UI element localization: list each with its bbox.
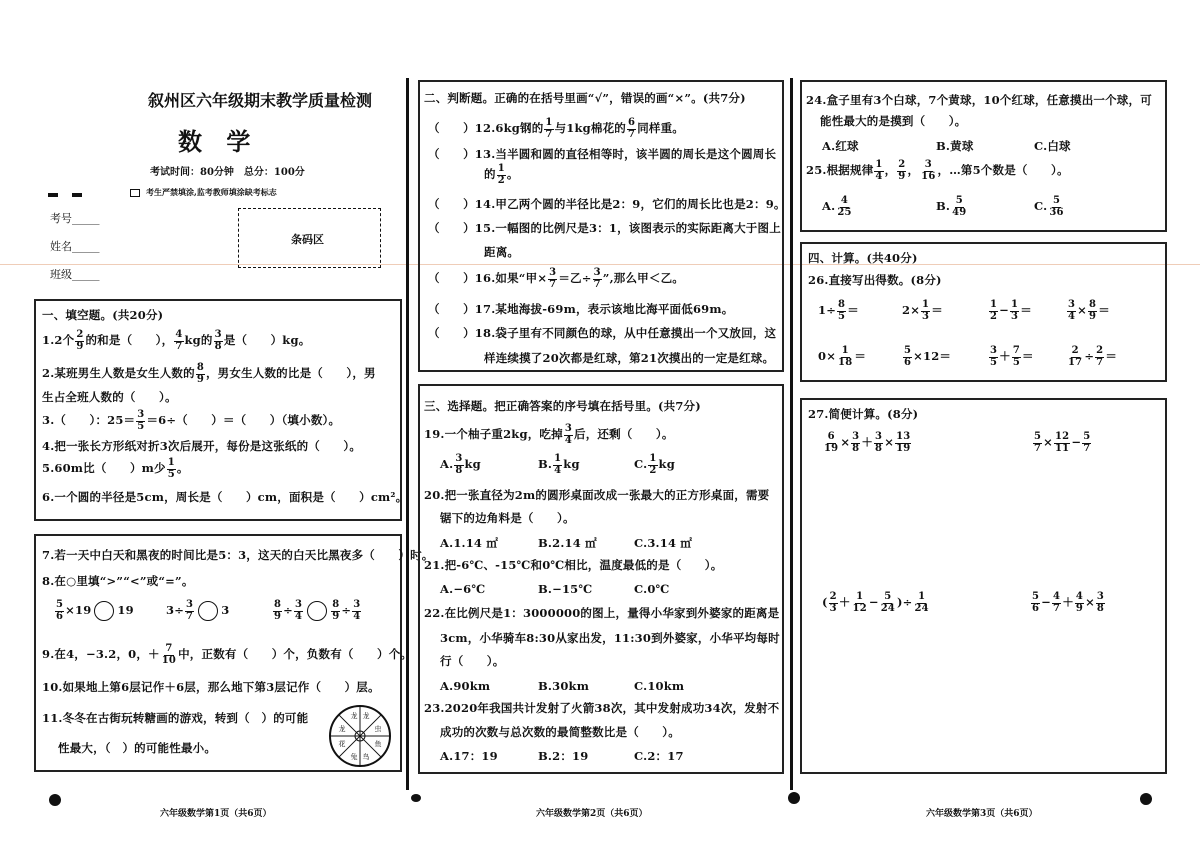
question-18-cont: 样连续摸了20次都是红球，第21次摸出的一定是红球。 <box>484 351 775 365</box>
question-8-compare-c: $\frac{8}{9}$ ÷ $\frac{3}{4}$ $\frac{8}{9}$ ÷ $\frac{3}{4}$ <box>274 599 361 622</box>
question-8-compare-a: $\frac{5}{6}$ ×19 19 <box>56 599 134 622</box>
question-20: 20.把一张直径为2m的圆形桌面改成一张最大的正方形桌面，需要 <box>424 488 770 502</box>
q21-option-a[interactable]: A.−6℃ <box>440 582 486 596</box>
q23-option-a[interactable]: A.17：19 <box>440 749 498 763</box>
question-2: 2.某班男生人数是女生人数的 $\frac{8}{9}$ ，男女生人数的比是（ ），男 <box>42 362 376 385</box>
wheel-label: 龙 <box>362 712 370 720</box>
q24-option-c[interactable]: C.白球 <box>1034 139 1071 153</box>
question-24-cont: 能性最大的是摸到（ ）。 <box>820 114 967 128</box>
question-9: 9.在4，−3.2，0，＋ $\frac{7}{10}$ 中，正数有（ ）个，负数有（ ）个。 <box>42 643 413 666</box>
question-5: 5.60m比（ ）m少 $\frac{1}{5}$ 。 <box>42 457 189 480</box>
column-divider-1 <box>406 78 409 790</box>
question-21: 21.把-6℃、-15℃和0℃相比，温度最低的是（ ）。 <box>424 558 723 572</box>
q24-option-a[interactable]: A.红球 <box>822 139 859 153</box>
question-20-cont: 锯下的边角料是（ ）。 <box>440 511 575 525</box>
section4-box-b <box>800 398 1167 774</box>
exam-title: 叙州区六年级期末教学质量检测 <box>148 91 373 110</box>
question-10: 10.如果地上第6层记作＋6层，那么地下第3层记作（ ）层。 <box>42 680 380 694</box>
question-11: 11.冬冬在古街玩转糖画的游戏，转到（ ）的可能 <box>42 711 309 725</box>
q25-option-b[interactable]: B. $\frac{5}{49}$ <box>936 195 967 218</box>
registration-dot <box>1140 793 1152 805</box>
name-field[interactable]: 姓名_____ <box>50 240 100 253</box>
q22-option-a[interactable]: A.90km <box>440 679 491 693</box>
simplify-4: $\frac{5}{6}$ − $\frac{4}{7}$ ＋ $\frac{4}{9}$ × $\frac{3}{8}$ <box>1032 591 1105 614</box>
wheel-label: 虫 <box>374 725 382 733</box>
question-24: 24.盒子里有3个白球，7个黄球，10个红球，任意摸出一个球，可 <box>806 93 1152 107</box>
section4-title: 四、计算。(共40分) <box>808 251 918 265</box>
question-19: 19.一个柚子重2kg，吃掉 $\frac{3}{4}$ 后，还剩（ ）。 <box>424 423 674 446</box>
question-1: 1.2个 $\frac{2}{9}$ 的和是（ ）， $\frac{4}{7}$ kg的 $\frac{3}{8}$ 是（ ）kg。 <box>42 329 311 352</box>
simplify-3: ( $\frac{2}{3}$ ＋ $\frac{1}{12}$ − $\frac{5}{24}$ )÷ $\frac{1}{24}$ <box>822 591 929 614</box>
question-11-cont: 性最大，（ ）的可能性最小。 <box>58 741 217 755</box>
q21-option-c[interactable]: C.0℃ <box>634 582 670 596</box>
q22-option-c[interactable]: C.10km <box>634 679 685 693</box>
class-field[interactable]: 班级_____ <box>50 268 100 281</box>
q20-option-a[interactable]: A.1.14 ㎡ <box>440 536 499 550</box>
column-divider-2 <box>790 78 793 790</box>
registration-dot <box>49 794 61 806</box>
question-13: （ ）13.当半圆和圆的直径相等时，该半圆的周长是这个圆周长 <box>428 147 777 161</box>
q20-option-c[interactable]: C.3.14 ㎡ <box>634 536 693 550</box>
wheel-label: 龙 <box>338 725 346 733</box>
question-22: 22.在比例尺是1：3000000的图上，量得小华家到外婆家的距离是 <box>424 606 780 620</box>
registration-dot <box>411 794 421 802</box>
q19-option-a[interactable]: A. $\frac{3}{8}$ kg <box>440 453 481 476</box>
wheel-label: 鱼 <box>374 740 382 748</box>
calc-1: 1÷ $\frac{8}{5}$ ＝ <box>818 299 859 322</box>
calc-6: $\frac{5}{6}$ ×12＝ <box>904 345 952 368</box>
spinner-wheel-icon <box>328 704 392 768</box>
page-footer-3: 六年级数学第3页（共6页） <box>926 809 1038 819</box>
q25-option-c[interactable]: C. $\frac{5}{36}$ <box>1034 195 1064 218</box>
question-14: （ ）14.甲乙两个圆的半径比是2：9，它们的周长比也是2：9。 <box>428 197 786 211</box>
question-22-cont2: 行（ ）。 <box>440 654 505 668</box>
question-27: 27.简便计算。(8分) <box>808 407 919 421</box>
calc-7: $\frac{3}{5}$ ＋ $\frac{7}{5}$ ＝ <box>990 345 1034 368</box>
wheel-label: 兔 <box>350 753 358 761</box>
question-13-cont: 的 $\frac{1}{2}$ 。 <box>484 163 519 186</box>
calc-3: $\frac{1}{2}$ − $\frac{1}{3}$ ＝ <box>990 299 1032 322</box>
page-footer-2: 六年级数学第2页（共6页） <box>536 809 648 819</box>
barcode-label: 条码区 <box>291 233 324 246</box>
wheel-label: 鸟 <box>362 753 370 761</box>
question-23: 23.2020年我国共计发射了火箭38次，其中发射成功34次，发射不 <box>424 701 780 715</box>
question-22-cont: 3cm，小华骑车8:30从家出发，11:30到外婆家，小华平均每时 <box>440 631 780 645</box>
question-8-compare-b: 3÷ $\frac{3}{7}$ 3 <box>166 599 230 622</box>
question-2-cont: 生占全班人数的（ ）。 <box>42 390 177 404</box>
question-4: 4.把一张长方形纸对折3次后展开，每份是这张纸的（ ）。 <box>42 439 362 453</box>
question-23-cont: 成功的次数与总次数的最简整数比是（ ）。 <box>440 725 680 739</box>
q20-option-b[interactable]: B.2.14 ㎡ <box>538 536 597 550</box>
calc-8: $\frac{2}{17}$ ÷ $\frac{2}{7}$ ＝ <box>1068 345 1118 368</box>
wheel-label: 花 <box>338 740 346 748</box>
question-12: （ ）12.6kg钢的 $\frac{1}{7}$ 与1kg棉花的 $\frac{6}{7}$ 同样重。 <box>428 117 684 140</box>
absent-mark-box <box>48 193 58 197</box>
question-7: 7.若一天中白天和黑夜的时间比是5：3，这天的白天比黑夜多（ ）时。 <box>42 548 434 562</box>
exam-info: 考试时间：80分钟 总分：100分 <box>150 167 305 178</box>
section3-title: 三、选择题。把正确答案的序号填在括号里。(共7分) <box>424 399 701 413</box>
question-16: （ ）16.如果“甲× $\frac{3}{7}$ ＝乙÷ $\frac{3}{7}$ ”,那么甲＜乙。 <box>428 267 684 290</box>
q23-option-c[interactable]: C.2：17 <box>634 749 684 763</box>
subject-title: 数 学 <box>178 127 259 156</box>
absent-notice: 考生严禁填涂,监考教师填涂缺考标志 <box>146 187 277 197</box>
absent-mark-box-2 <box>72 193 82 197</box>
page-footer-1: 六年级数学第1页（共6页） <box>160 809 272 819</box>
calc-4: $\frac{3}{4}$ × $\frac{8}{9}$ ＝ <box>1068 299 1110 322</box>
registration-dot <box>788 792 800 804</box>
question-6: 6.一个圆的半径是5cm，周长是（ ）cm，面积是（ ）cm²。 <box>42 490 408 504</box>
question-8: 8.在○里填“>”“<”或“=”。 <box>42 574 194 588</box>
compare-circle-c[interactable] <box>307 601 327 621</box>
calc-2: 2× $\frac{1}{3}$ ＝ <box>902 299 943 322</box>
absent-checkbox[interactable] <box>130 189 140 197</box>
question-17: （ ）17.某地海拔-69m，表示该地比海平面低69m。 <box>428 302 734 316</box>
question-25: 25.根据规律 $\frac{1}{4}$ ， $\frac{2}{9}$ ， $\frac{3}{16}$ ，…第5个数是（ ）。 <box>806 159 1069 182</box>
compare-circle-b[interactable] <box>198 601 218 621</box>
q22-option-b[interactable]: B.30km <box>538 679 590 693</box>
question-15: （ ）15.一幅图的比例尺是3：1，该图表示的实际距离大于图上 <box>428 221 781 235</box>
wheel-label: 龙 <box>350 712 358 720</box>
q19-option-b[interactable]: B. $\frac{1}{4}$ kg <box>538 453 580 476</box>
exam-number-field[interactable]: 考号_____ <box>50 212 100 225</box>
question-15-cont: 距离。 <box>484 245 520 259</box>
simplify-2: $\frac{5}{7}$ × $\frac{12}{11}$ − $\frac{5}{7}$ <box>1034 431 1091 454</box>
question-18: （ ）18.袋子里有不同颜色的球，从中任意摸出一个又放回，这 <box>428 326 777 340</box>
calc-5: 0× $\frac{1}{18}$ ＝ <box>818 345 867 368</box>
question-3: 3.（ ）：25＝ $\frac{3}{5}$ ＝6÷（ ）＝（ ）（填小数）。 <box>42 409 341 432</box>
section1-title: 一、填空题。(共20分) <box>42 308 164 322</box>
section2-title: 二、判断题。正确的在括号里画“√”，错误的画“×”。(共7分) <box>424 91 746 105</box>
q21-option-b[interactable]: B.−15℃ <box>538 582 593 596</box>
q24-option-b[interactable]: B.黄球 <box>936 139 974 153</box>
question-26: 26.直接写出得数。(8分) <box>808 273 942 287</box>
compare-circle-a[interactable] <box>94 601 114 621</box>
q23-option-b[interactable]: B.2：19 <box>538 749 589 763</box>
q19-option-c[interactable]: C. $\frac{1}{2}$ kg <box>634 453 675 476</box>
simplify-1: $\frac{6}{19}$ × $\frac{3}{8}$ ＋ $\frac{3}{8}$ × $\frac{13}{19}$ <box>824 431 911 454</box>
q25-option-a[interactable]: A. $\frac{4}{25}$ <box>822 195 852 218</box>
barcode-area <box>238 208 381 268</box>
